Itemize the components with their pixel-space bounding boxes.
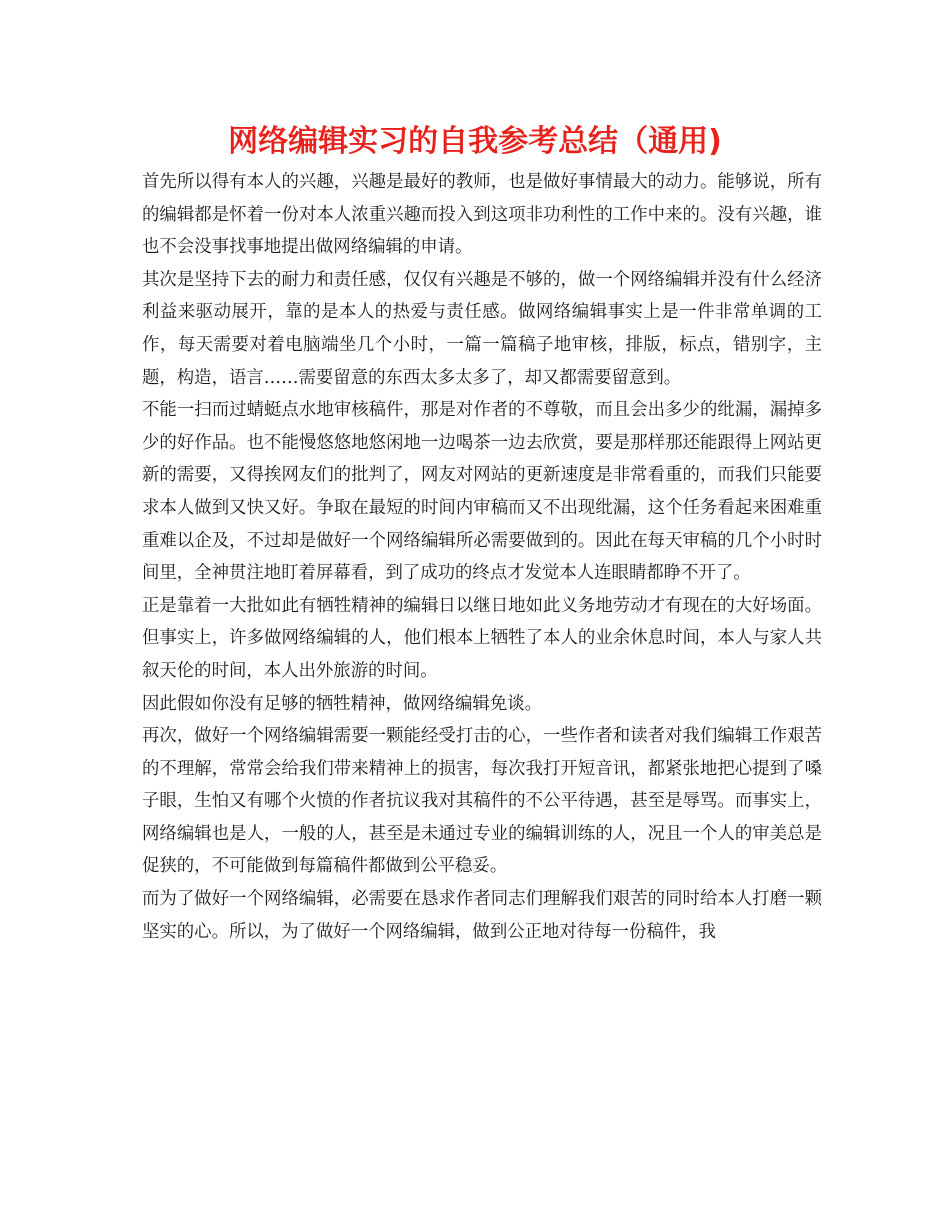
paragraph-2: 其次是坚持下去的耐力和责任感，仅仅有兴趣是不够的，做一个网络编辑并没有什么经济利益来驱动展开，靠的是本人的热爱与责任感。做网络编辑事实上是一件非常单调的工作，每天需要对着电脑端坐几个小时，一篇一篇稿子地审核，排版，标点，错别字，主题，构造，语言……需要留意的东西太多太多了，却又都需要留意到。 xyxy=(142,269,822,388)
paragraph-1: 首先所以得有本人的兴趣，兴趣是最好的教师，也是做好事情最大的动力。能够说，所有的编辑都是怀着一份对本人浓重兴趣而投入到这项非功利性的工作中来的。没有兴趣，谁也不会没事找事地提出做网络编辑的申请。 xyxy=(142,172,822,258)
paragraph-6: 再次，做好一个网络编辑需要一颗能经受打击的心，一些作者和读者对我们编辑工作艰苦的不理解，常常会给我们带来精神上的损害，每次我打开短音讯，都紧张地把心提到了嗓子眼，生怕又有哪个火愤的作者抗议我对其稿件的不公平待遇，甚至是辱骂。而事实上，网络编辑也是人，一般的人，甚至是未通过专业的编辑训练的人，况且一个人的审美总是促狭的，不可能做到每篇稿件都做到公平稳妥。 xyxy=(142,726,822,877)
paragraph-7: 而为了做好一个网络编辑，必需要在恳求作者同志们理解我们艰苦的同时给本人打磨一颗坚实的心。所以，为了做好一个网络编辑，做到公正地对待每一份稿件，我 xyxy=(142,889,822,942)
document-body xyxy=(142,166,822,948)
paragraph-5: 因此假如你没有足够的牺牲精神，做网络编辑免谈。 xyxy=(142,693,542,714)
paragraph-3: 不能一扫而过蜻蜓点水地审核稿件，那是对作者的不尊敬，而且会出多少的纰漏，漏掉多少的好作品。也不能慢悠悠地悠闲地一边喝茶一边去欣赏，要是那样那还能跟得上网站更新的需要，又得挨网友们的批判了，网友对网站的更新速度是非常看重的，而我们只能要求本人做到又快又好。争取在最短的时间内审稿而又不出现纰漏，这个任务看起来困难重重难以企及，不过却是做好一个网络编辑所必需要做到的。因此在每天审稿的几个小时时间里，全神贯注地盯着屏幕看，到了成功的终点才发觉本人连眼睛都睁不开了。 xyxy=(142,400,822,584)
paragraph-4: 正是靠着一大批如此有牺牲精神的编辑日以继日地如此义务地劳动才有现在的大好场面。但事实上，许多做网络编辑的人，他们根本上牺牲了本人的业余休息时间，本人与家人共叙天伦的时间，本人出外旅游的时间。 xyxy=(142,595,822,681)
page-title: 网络编辑实习的自我参考总结（通用) xyxy=(228,124,722,159)
